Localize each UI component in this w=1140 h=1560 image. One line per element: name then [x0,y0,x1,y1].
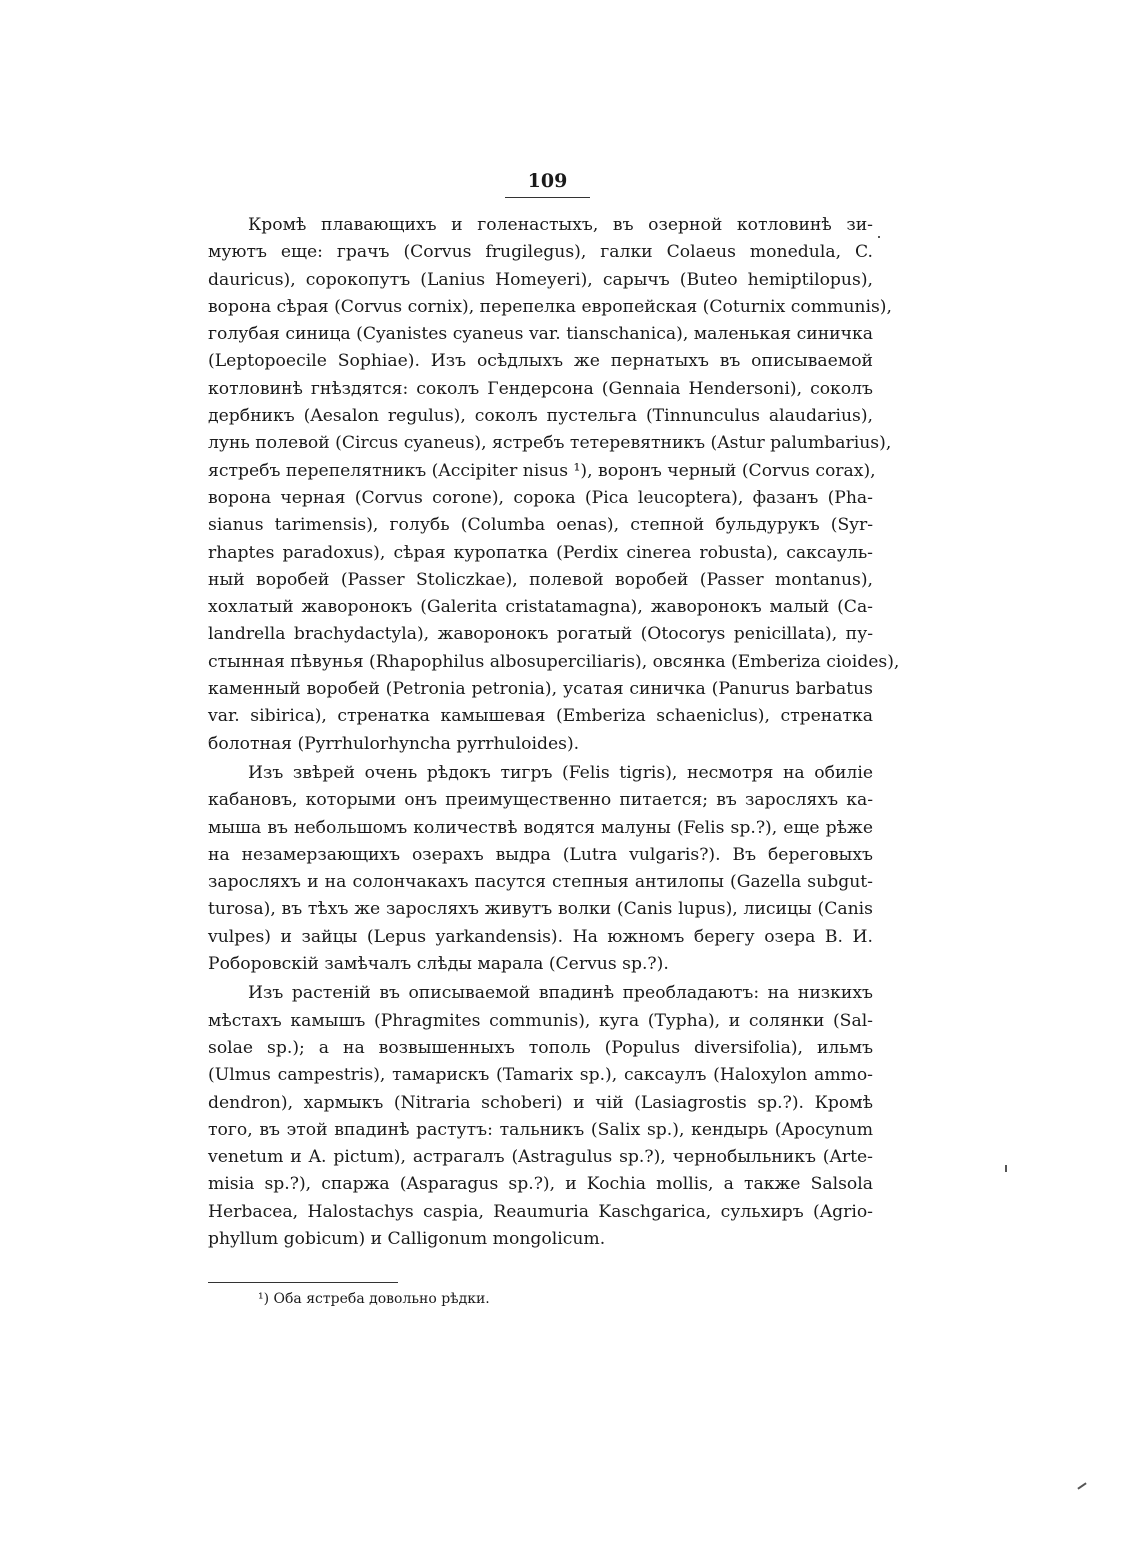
text-line: dendron), хармыкъ (Nitraria schoberi) и чій (Lasiagrostis sp.?). Кромѣ [208,1092,873,1113]
text-line: кабановъ, которыми онъ преимущественно питается; въ заросляхъ ка- [208,790,873,811]
text-line: (Ulmus campestris), тамарискъ (Tamarix sp.), саксаулъ (Haloxylon ammo- [208,1065,873,1086]
text-line: vulpes) и зайцы (Lepus yarkandensis). На южномъ берегу озера В. И. [208,926,873,947]
text-line: лунь полевой (Circus cyaneus), ястребъ тетеревятникъ (Astur palumbarius), [208,433,892,454]
text-line: venetum и A. pictum), астрагалъ (Astragulus sp.?), чернобыльникъ (Arte- [208,1147,873,1168]
text-line: на незамерзающихъ озерахъ выдра (Lutra vulgaris?). Въ береговыхъ [208,844,873,865]
scan-speck [878,236,880,238]
text-line: мѣстахъ камышъ (Phragmites communis), куга (Typha), и солянки (Sal- [208,1010,873,1031]
text-line: каменный воробей (Petronia petronia), усатая синичка (Panurus barbatus [208,679,873,700]
text-line: Herbacea, Halostachys caspia, Reaumuria Kaschgarica, сульхиръ (Agrio- [208,1201,873,1222]
text-line: Кромѣ плавающихъ и голенастыхъ, въ озерной котловинѣ зи- [248,215,873,235]
text-line: phyllum gobicum) и Calligonum mongolicum. [208,1228,606,1249]
text-line: Изъ растеній въ описываемой впадинѣ преобладаютъ: на низкихъ [248,983,873,1004]
paragraph-plants [208,980,873,1253]
text-line: ворона сѣрая (Corvus cornix), перепелка европейская (Coturnix communis), [208,296,892,317]
text-line: misia sp.?), спаржа (Asparagus sp.?), и Kochia mollis, а также Salsola [208,1174,873,1195]
text-line: ный воробей (Passer Stoliczkae), полевой воробей (Passer montanus), [208,569,873,590]
text-line: landrella brachydactyla), жаворонокъ рогатый (Otocorys penicillata), пу- [208,624,873,645]
footnote-divider [208,1282,398,1283]
footnote: ¹) Оба ястреба довольно рѣдки. [258,1291,490,1307]
scan-speck [1005,1165,1007,1172]
text-line: хохлатый жаворонокъ (Galerita cristatamagna), жаворонокъ малый (Ca- [208,597,873,618]
text-line: ястребъ перепелятникъ (Accipiter nisus ¹), воронъ черный (Corvus corax), [208,460,876,481]
text-line: solae sp.); а на возвышенныхъ тополь (Populus diversifolia), ильмъ [208,1037,873,1058]
text-line: sianus tarimensis), голубь (Columba oenas), степной бульдурукъ (Syr- [208,515,873,536]
text-line: заросляхъ и на солончакахъ пасутся степныя антилопы (Gazella subgut- [208,872,873,893]
text-line: dauricus), сорокопутъ (Lanius Homeyeri), сарычъ (Buteo hemiptilopus), [208,269,873,290]
text-line: ворона черная (Corvus corone), сорока (Pica leucoptera), фазанъ (Pha- [208,487,873,508]
text-line: голубая синица (Cyanistes cyaneus var. tianschanica), маленькая синичка [208,324,873,345]
text-line: мыша въ небольшомъ количествѣ водятся малуны (Felis sp.?), еще рѣже [208,817,873,838]
text-line: Роборовскій замѣчалъ слѣды марала (Cervus sp.?). [208,954,669,975]
text-line: (Leptopoecile Sophiae). Изъ осѣдлыхъ же пернатыхъ въ описываемой [208,351,873,372]
body-text [208,212,900,1253]
text-line: дербникъ (Aesalon regulus), соколъ пустельга (Tinnunculus alaudarius), [208,406,873,427]
scan-speck [1077,1482,1086,1489]
text-line: rhaptes paradoxus), сѣрая куропатка (Perdix cinerea robusta), саксауль- [208,542,873,563]
text-line: var. sibirica), стренатка камышевая (Emberiza schaeniclus), стренатка [208,706,873,727]
text-line: муютъ еще: грачъ (Corvus frugilegus), галки Colaeus monedula, C. [208,242,873,263]
text-line: того, въ этой впадинѣ растутъ: тальникъ (Salix sp.), кендырь (Apocynum [208,1119,873,1140]
page-number: 109 [505,170,590,198]
text-line: болотная (Pyrrhulorhyncha pyrrhuloides). [208,733,580,754]
text-line: Изъ звѣрей очень рѣдокъ тигръ (Felis tigris), несмотря на обиліе [248,762,873,783]
paragraph-animals [208,760,873,978]
text-line: котловинѣ гнѣздятся: соколъ Гендерсона (Gennaia Hendersoni), соколъ [208,378,873,399]
paragraph-birds [208,212,900,758]
text-line: turosa), въ тѣхъ же заросляхъ живутъ волки (Canis lupus), лисицы (Canis [208,899,873,920]
text-line: стынная пѣвунья (Rhapophilus albosuperciliaris), овсянка (Emberiza cioides), [208,651,900,672]
